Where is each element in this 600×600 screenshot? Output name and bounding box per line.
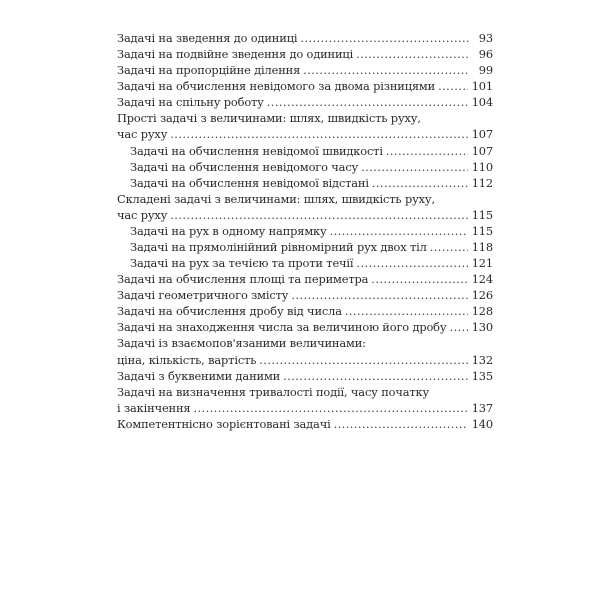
toc-entry	[117, 303, 493, 319]
toc-entry-title-line1: Задачі із взаємопов'язаними величинами:	[117, 336, 366, 351]
toc-entry-title: Задачі на обчислення невідомої швидкості	[130, 143, 383, 158]
toc-entry-page: 107	[471, 127, 493, 142]
toc-subentry	[117, 255, 493, 271]
toc-entry	[117, 46, 493, 62]
toc-entry-page: 112	[471, 175, 493, 190]
dot-leader	[361, 159, 468, 175]
dot-leader	[449, 319, 467, 335]
dot-leader	[371, 271, 467, 287]
dot-leader	[345, 303, 468, 319]
toc-entry-title: Задачі на знаходження числа за величиною його дробу	[117, 320, 447, 335]
toc-entry-title: ціна, кількість, вартість	[117, 352, 257, 367]
toc-entry-page: 121	[471, 256, 493, 271]
toc-entry-page: 115	[471, 207, 493, 222]
toc-entry-title-line1: Складені задачі з величинами: шлях, швидкість руху,	[117, 191, 435, 206]
toc-entry-title: Задачі геометричного змісту	[117, 288, 289, 303]
dot-leader	[283, 368, 468, 384]
toc-entry-title: Компетентнісно зорієнтовані задачі	[117, 416, 331, 431]
toc-entry	[117, 287, 493, 303]
toc-entry-title: Задачі з буквеними даними	[117, 368, 281, 383]
dot-leader	[259, 352, 467, 368]
dot-leader	[300, 30, 469, 46]
toc-entry	[117, 94, 493, 110]
toc-subentry	[117, 223, 493, 239]
toc-entry-page: 93	[478, 31, 493, 45]
toc-entry	[117, 368, 493, 384]
toc-entry-page: 140	[471, 416, 493, 431]
toc-entry	[117, 30, 493, 46]
toc-entry	[117, 400, 493, 416]
dot-leader	[170, 126, 467, 142]
toc-entry-page: 101	[471, 79, 493, 94]
dot-leader	[386, 143, 468, 159]
toc-entry-page: 115	[471, 223, 493, 238]
toc-entry-title-line1: Прості задачі з величинами: шлях, швидкість руху,	[117, 111, 421, 126]
dot-leader	[170, 207, 467, 223]
toc-subentry	[117, 175, 493, 191]
toc-entry-title: Задачі на рух за течією та проти течії	[130, 256, 354, 271]
dot-leader	[193, 400, 467, 416]
toc-entry-page: 118	[471, 240, 493, 255]
dot-leader	[356, 46, 469, 62]
toc-entry-title: Задачі на обчислення невідомого часу	[130, 159, 359, 174]
toc-entry-title: Задачі на обчислення дробу від числа	[117, 304, 342, 319]
toc-entry-page: 104	[471, 95, 493, 110]
toc-entry-title: і закінчення	[117, 400, 191, 415]
toc-entry-title: Задачі на обчислення невідомого за двома різницями	[117, 79, 436, 94]
toc-entry	[117, 62, 493, 78]
toc-entry	[117, 126, 493, 142]
toc-entry-title: Задачі на рух в одному напрямку	[130, 223, 327, 238]
toc-entry-title: Задачі на обчислення невідомої відстані	[130, 175, 369, 190]
toc-entry-title: Задачі на пропорційне ділення	[117, 63, 301, 78]
toc-entry-title: Задачі на зведення до одиниці	[117, 31, 298, 45]
toc-entry-title: Задачі на подвійне зведення до одиниці	[117, 47, 354, 62]
toc-entry-title: час руху	[117, 207, 168, 222]
toc-entry-title: Задачі на прямолінійний рівномірний рух двох тіл	[130, 240, 427, 255]
toc-subentry	[117, 159, 493, 175]
toc-entry-page: 96	[478, 47, 493, 62]
dot-leader	[291, 287, 467, 303]
dot-leader	[330, 223, 468, 239]
toc-entry	[117, 207, 493, 223]
toc-subentry	[117, 239, 493, 255]
toc-entry-page: 110	[471, 159, 493, 174]
dot-leader	[372, 175, 468, 191]
toc-entry-title: Задачі на обчислення площі та периметра	[117, 272, 369, 287]
toc-entry	[117, 78, 493, 94]
dot-leader	[303, 62, 469, 78]
toc-entry-page: 137	[471, 400, 493, 415]
toc-entry	[117, 352, 493, 368]
toc-entry-page: 130	[471, 320, 493, 335]
dot-leader	[438, 78, 468, 94]
dot-leader	[356, 255, 467, 271]
toc-entry-page: 126	[471, 288, 493, 303]
toc-entry	[117, 416, 493, 432]
toc-entry-page: 124	[471, 272, 493, 287]
table-of-contents	[117, 30, 493, 432]
toc-entry-page: 135	[471, 368, 493, 383]
dot-leader	[430, 239, 468, 255]
toc-entry-page: 107	[471, 143, 493, 158]
toc-entry-page: 132	[471, 352, 493, 367]
toc-entry	[117, 271, 493, 287]
toc-entry-title: Задачі на спільну роботу	[117, 95, 264, 110]
dot-leader	[267, 94, 468, 110]
toc-entry-title-line1: Задачі на визначення тривалості події, часу початку	[117, 384, 430, 399]
toc-entry-title: час руху	[117, 127, 168, 142]
toc-entry	[117, 319, 493, 335]
toc-entry-page: 99	[478, 63, 493, 78]
toc-entry-page: 128	[471, 304, 493, 319]
toc-subentry	[117, 143, 493, 159]
dot-leader	[334, 416, 468, 432]
